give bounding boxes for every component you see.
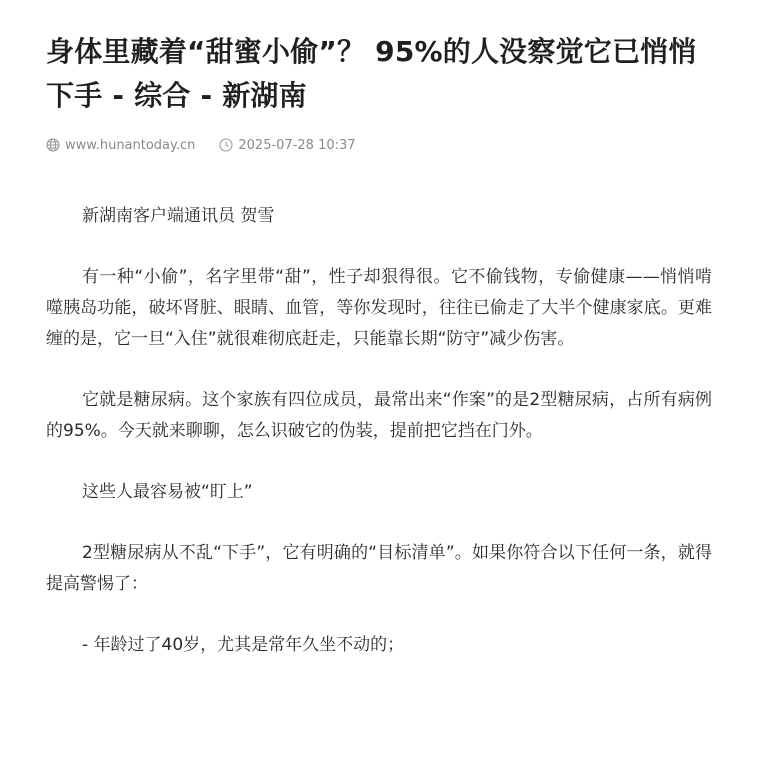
paragraph-intro: 有一种“小偷”，名字里带“甜”，性子却狠得很。它不偷钱物，专偷健康——悄悄啃噬胰岛功能，破坏肾脏、眼睛、血管，等你发现时，往往已偷走了大半个健康家底。更难缠的是，它一旦“入住”就很难彻底赶走，只能靠长期“防守”减少伤害。 [46, 267, 712, 349]
article-title: 身体里藏着“甜蜜小偷”？ 95%的人没察觉它已悄悄下手 - 综合 - 新湖南 [46, 35, 697, 112]
publish-datetime: 2025-07-28 10:37 [238, 137, 356, 153]
list-item: - 年龄过了40岁，尤其是常年久坐不动的； [82, 635, 405, 655]
clock-icon [219, 138, 233, 152]
datetime-meta [219, 138, 355, 153]
paragraph-diabetes: 它就是糖尿病。这个家族有四位成员，最常出来“作案”的是2型糖尿病，占所有病例的95%。今天就来聊聊，怎么识破它的伪装，提前把它挡在门外。 [46, 390, 712, 441]
article-meta [46, 135, 712, 155]
paragraph-byline: 新湖南客户端通讯员 贺雪 [82, 206, 275, 226]
paragraph-target-list: 2型糖尿病从不乱“下手”，它有明确的“目标清单”。如果你符合以下任何一条，就得提高警惕了： [46, 543, 712, 594]
section-heading: 这些人最容易被“盯上” [82, 482, 253, 502]
source-link[interactable]: www.hunantoday.cn [65, 137, 196, 153]
globe-icon [46, 138, 60, 152]
source-meta [46, 138, 195, 153]
article-body [46, 201, 712, 661]
